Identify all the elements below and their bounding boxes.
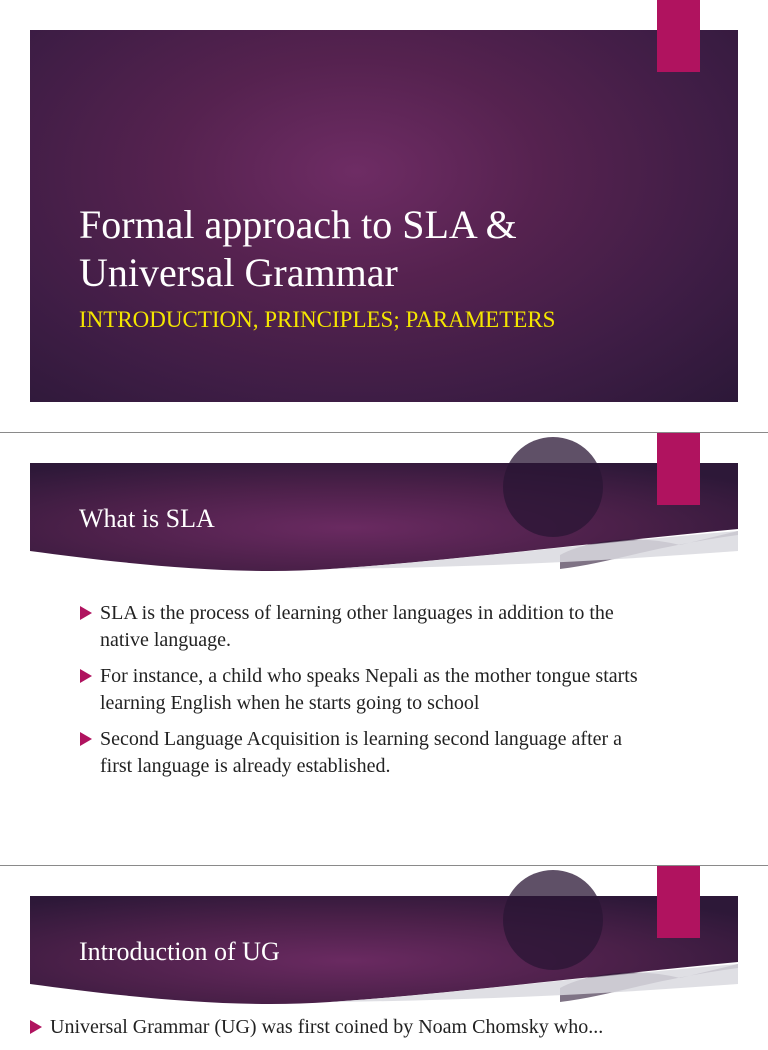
bullet-line: Second Language Acquisition is learning second language after a [100,728,623,750]
bullet-line: Universal Grammar (UG) was first coined by Noam Chomsky who... [50,1016,604,1038]
right-triangle-bullet-icon [80,669,92,683]
right-triangle-bullet-icon [30,1020,42,1034]
accent-tab [657,433,700,505]
list-item [28,1014,748,1041]
right-triangle-bullet-icon [80,732,92,746]
slide-heading: What is SLA [79,504,215,533]
intro-ug-slide [0,866,768,1038]
bullet-line: first language is already established. [100,755,391,777]
accent-tab [657,866,700,938]
title-slide [0,0,768,432]
bullet-line: learning English when he starts going to school [100,692,480,714]
bullet-list [28,1014,748,1050]
list-item [78,726,718,780]
accent-tab [657,0,700,72]
bullet-line: SLA is the process of learning other languages in addition to the [100,602,614,624]
list-item [78,663,718,717]
slide-subtitle: INTRODUCTION, PRINCIPLES; PARAMETERS [79,307,556,332]
bullet-line: For instance, a child who speaks Nepali as the mother tongue starts [100,665,638,687]
slide-title-line-1: Formal approach to SLA & [79,202,517,247]
right-triangle-bullet-icon [80,606,92,620]
slide-heading: Introduction of UG [79,937,280,966]
slide-title [79,201,679,297]
slide-title-line-2: Universal Grammar [79,250,398,295]
bullet-list [78,600,718,789]
list-item [78,600,718,654]
bullet-line: native language. [100,629,232,651]
what-is-sla-slide [0,433,768,865]
